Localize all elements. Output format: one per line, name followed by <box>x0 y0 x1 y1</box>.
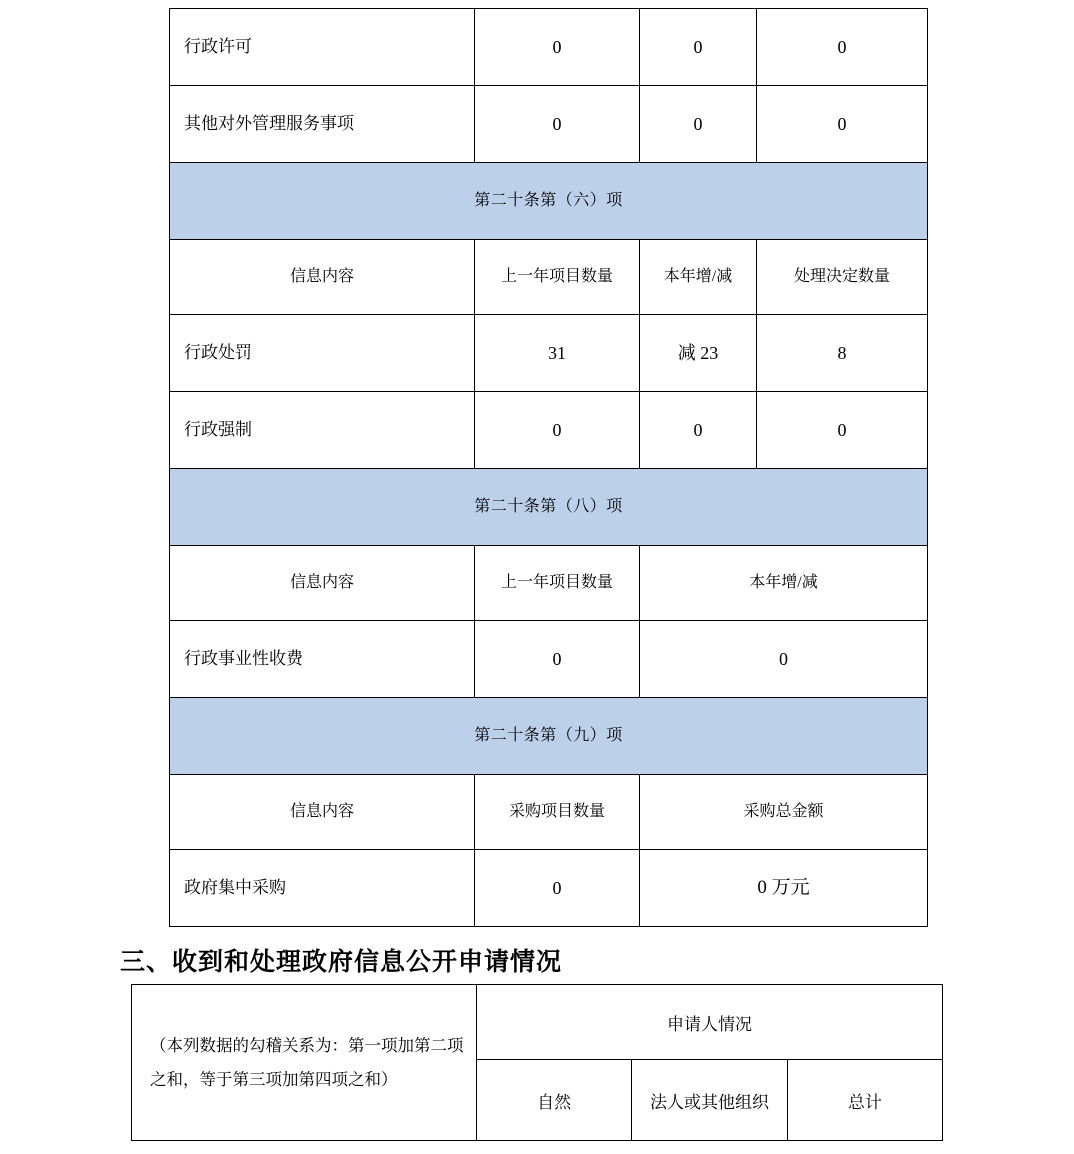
row-value-prev-year: 0 <box>475 86 640 163</box>
table-header-row <box>170 775 928 850</box>
section-band-row <box>170 163 928 240</box>
application-handling-table <box>131 984 943 1141</box>
section-title: 三、收到和处理政府信息公开申请情况 <box>120 947 563 976</box>
row-label: 行政事业性收费 <box>170 621 475 698</box>
row-label: 行政强制 <box>170 392 475 469</box>
column-header-content: 信息内容 <box>170 546 475 621</box>
row-value-change: 0 <box>640 621 928 698</box>
row-label: 其他对外管理服务事项 <box>170 86 475 163</box>
column-header-total: 总计 <box>787 1060 942 1141</box>
row-value-change: 0 <box>640 86 757 163</box>
column-header-content: 信息内容 <box>170 240 475 315</box>
row-value-prev-year: 0 <box>475 621 640 698</box>
row-value-decisions: 0 <box>757 9 928 86</box>
row-label: 行政许可 <box>170 9 475 86</box>
row-label: 政府集中采购 <box>170 850 475 927</box>
row-value-decisions: 8 <box>757 315 928 392</box>
table-header-row <box>170 240 928 315</box>
row-value-procurement-amount: 0 万元 <box>640 850 928 927</box>
column-header-change: 本年增/减 <box>640 240 757 315</box>
table-row <box>170 392 928 469</box>
table-row <box>170 850 928 927</box>
table-header-row <box>132 985 943 1060</box>
column-header-procurement-amount: 采购总金额 <box>640 775 928 850</box>
section-band-row <box>170 469 928 546</box>
column-header-prev-year: 上一年项目数量 <box>475 240 640 315</box>
row-value-change: 0 <box>640 392 757 469</box>
column-header-prev-year: 上一年项目数量 <box>475 546 640 621</box>
column-header-natural-person: 自然 <box>477 1060 632 1141</box>
column-header-procurement-count: 采购项目数量 <box>475 775 640 850</box>
row-value-decisions: 0 <box>757 392 928 469</box>
row-value-prev-year: 31 <box>475 315 640 392</box>
column-header-content: 信息内容 <box>170 775 475 850</box>
row-value-procurement-count: 0 <box>475 850 640 927</box>
row-label: 行政处罚 <box>170 315 475 392</box>
table-row <box>170 9 928 86</box>
table-header-row <box>170 546 928 621</box>
column-header-legal-entity: 法人或其他组织 <box>632 1060 787 1141</box>
row-value-prev-year: 0 <box>475 9 640 86</box>
row-value-change: 减 23 <box>640 315 757 392</box>
band-label: 第二十条第（九）项 <box>170 698 928 775</box>
table-row <box>170 621 928 698</box>
statistics-table-continued <box>169 8 928 927</box>
row-value-change: 0 <box>640 9 757 86</box>
band-label: 第二十条第（八）项 <box>170 469 928 546</box>
band-label: 第二十条第（六）项 <box>170 163 928 240</box>
applicant-header: 申请人情况 <box>477 985 943 1060</box>
checksum-note: （本列数据的勾稽关系为：第一项加第二项之和，等于第三项加第四项之和） <box>132 985 477 1141</box>
column-header-change: 本年增/减 <box>640 546 928 621</box>
row-value-decisions: 0 <box>757 86 928 163</box>
column-header-decisions: 处理决定数量 <box>757 240 928 315</box>
table-row <box>170 315 928 392</box>
row-value-prev-year: 0 <box>475 392 640 469</box>
table-row <box>170 86 928 163</box>
section-band-row <box>170 698 928 775</box>
